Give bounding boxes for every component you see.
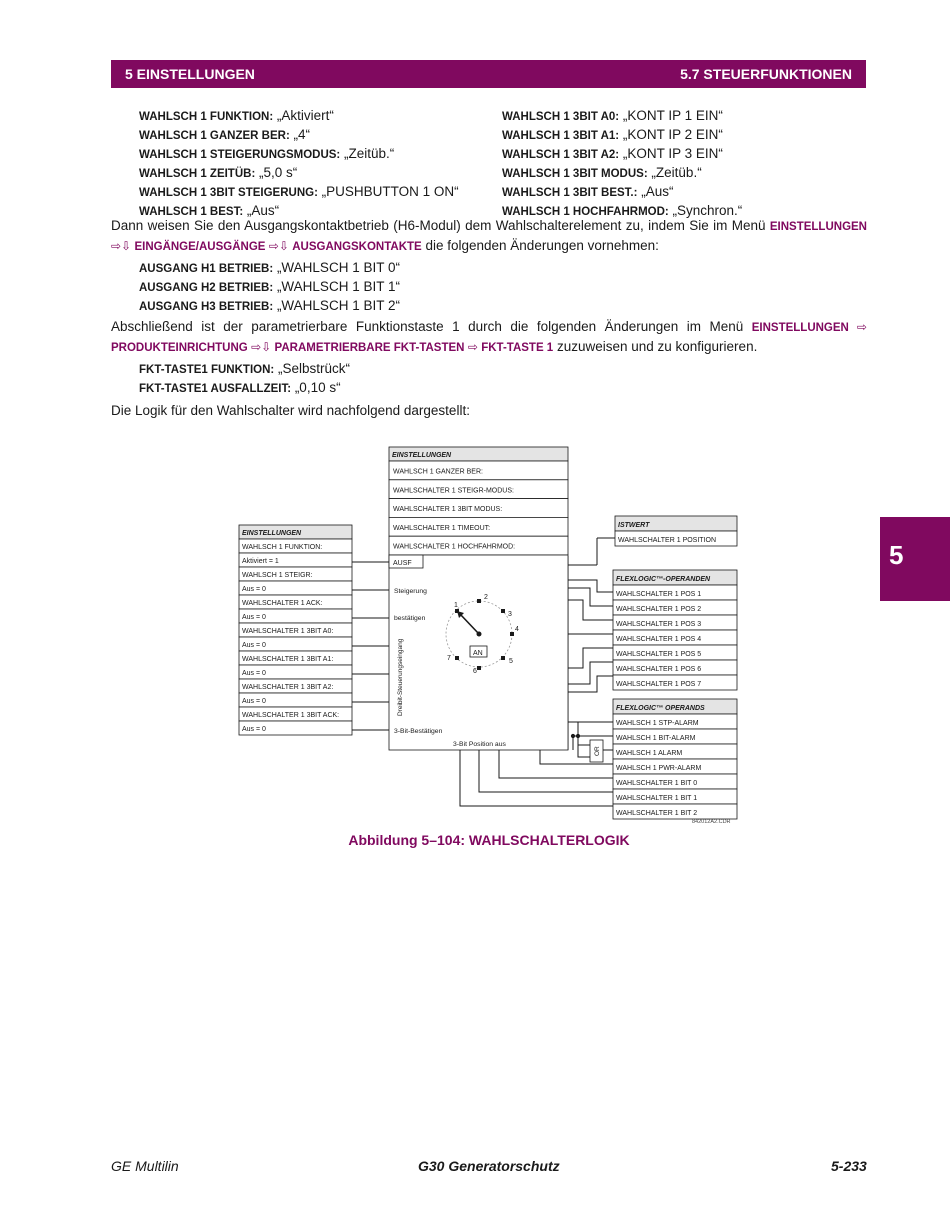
footer-page-number: 5-233 <box>831 1158 867 1174</box>
left-settings-table-row-label: Aus = 0 <box>242 642 266 649</box>
3bit-acknowledge-label: 3-Bit-Bestätigen <box>394 728 443 735</box>
menu-path-einstellungen: EINSTELLUNGEN <box>751 322 849 334</box>
pushbutton-setting-line-value: „0,10 s“ <box>291 380 341 395</box>
pushbutton-setting-line-key: FKT-TASTE1 AUSFALLZEIT: <box>139 383 292 395</box>
switch-position-label: 4 <box>515 626 519 633</box>
left-settings-table-row-label: WAHLSCH 1 STEIGR: <box>242 572 313 579</box>
menu-path-fkt-tasten: PARAMETRIERBARE FKT-TASTEN <box>274 341 465 354</box>
3bit-position-label: 3-Bit Position aus <box>453 741 506 748</box>
switch-position-label: 1 <box>454 602 458 609</box>
setting-line-value: „Aus“ <box>637 184 674 199</box>
para1-text-b: die folgenden Änderungen vornehmen: <box>421 237 659 253</box>
output-setting-line-value: „WAHLSCH 1 BIT 1“ <box>273 279 400 294</box>
flexlogic-operands-table-row-label: WAHLSCHALTER 1 POS 4 <box>616 636 702 643</box>
switch-position-dot <box>501 609 505 613</box>
arrow-icon: ⇨⇩ <box>111 238 135 253</box>
output-setting-line-key: AUSGANG H1 BETRIEB: <box>139 263 274 275</box>
setting-line-value: „Zeitüb.“ <box>340 146 395 161</box>
actual-value-table-title: ISTWERT <box>618 522 650 529</box>
figure-caption: Abbildung 5–104: WAHLSCHALTERLOGIK <box>348 832 630 848</box>
flexlogic-operands-table-2-row-label: WAHLSCH 1 ALARM <box>616 750 683 757</box>
flexlogic-operands-table-2-row-label: WAHLSCHALTER 1 BIT 0 <box>616 780 698 787</box>
output-setting-line-value: „WAHLSCH 1 BIT 2“ <box>273 298 400 313</box>
paragraph-logic-intro: Die Logik für den Wahlschalter wird nachfolgend dargestellt: <box>111 403 470 418</box>
flexlogic-operands-table-row-label: WAHLSCHALTER 1 POS 1 <box>616 591 702 598</box>
switch-position-label: 5 <box>509 658 513 665</box>
para2-text-a: Abschließend ist der parametrierbare Funktionstaste 1 durch die folgenden Änderungen im Menü <box>111 319 752 334</box>
menu-path-einstellungen: EINSTELLUNGEN <box>769 221 867 233</box>
switch-position-dot <box>510 632 514 636</box>
left-settings-table-row-label: WAHLSCHALTER 1 ACK: <box>242 600 323 607</box>
top-settings-row-label: WAHLSCHALTER 1 STEIGR-MODUS: <box>393 487 514 495</box>
left-settings-table-title: EINSTELLUNGEN <box>242 530 302 537</box>
footer-product: G30 Generatorschutz <box>418 1158 560 1174</box>
drawing-code: 842012A2.CDR <box>692 819 731 825</box>
acknowledge-label: bestätigen <box>394 615 426 622</box>
ausf-label: AUSF <box>393 560 412 567</box>
output-setting-line-key: AUSGANG H3 BETRIEB: <box>139 301 274 313</box>
switch-position-label: 7 <box>447 655 451 662</box>
section-title: 5.7 STEUERFUNKTIONEN <box>680 66 852 82</box>
switch-position-label: 6 <box>473 668 477 675</box>
chapter-side-tab-label: 5 <box>889 540 904 570</box>
chapter-title: 5 EINSTELLUNGEN <box>125 66 255 82</box>
arrow-icon: ⇨⇩ <box>247 339 275 354</box>
setting-line-key: WAHLSCH 1 3BIT A2: <box>502 149 620 161</box>
switch-position-label: 3 <box>508 611 512 618</box>
top-settings-row-label: WAHLSCHALTER 1 3BIT MODUS: <box>393 506 503 514</box>
or-input-wire <box>578 736 590 757</box>
an-label: AN <box>473 650 483 657</box>
switch-position-label: 2 <box>484 594 488 601</box>
menu-path-produkteinrichtung: PRODUKTEINRICHTUNG <box>111 341 248 354</box>
flexlogic-operands-table-row-label: WAHLSCHALTER 1 POS 2 <box>616 606 702 613</box>
or-gate-label: OR <box>594 746 601 756</box>
flexlogic-operands-table-2 <box>613 699 737 819</box>
setting-line-value: „PUSHBUTTON 1 ON“ <box>317 184 459 199</box>
setting-line-key: WAHLSCH 1 FUNKTION: <box>139 111 274 123</box>
setting-line-key: WAHLSCH 1 3BIT A1: <box>502 130 620 142</box>
setting-line-key: WAHLSCH 1 STEIGERUNGSMODUS: <box>139 149 341 161</box>
actual-value-table <box>615 516 737 546</box>
junction-dot <box>571 734 574 737</box>
switch-position-dot <box>455 656 459 660</box>
pushbutton-setting-line-value: „Selbstrück“ <box>274 361 351 376</box>
left-settings-table-row-label: WAHLSCHALTER 1 3BIT A2: <box>242 684 334 691</box>
setting-line-value: „4“ <box>289 127 311 142</box>
setting-line-key: WAHLSCH 1 HOCHFAHRMOD: <box>502 206 669 218</box>
setting-line-value: „Zeitüb.“ <box>647 165 702 180</box>
top-settings-table <box>389 447 568 461</box>
setting-line-value: „KONT IP 1 EIN“ <box>619 108 723 123</box>
3bit-control-input-label: Dreibit-Steuerungseingang <box>397 638 404 716</box>
top-settings-row-label: WAHLSCH 1 GANZER BER: <box>393 468 483 476</box>
setting-line-value: „Aus“ <box>243 203 280 218</box>
left-settings-table-row-label: WAHLSCHALTER 1 3BIT A0: <box>242 628 334 635</box>
left-settings-table-row-label: WAHLSCHALTER 1 3BIT A1: <box>242 656 334 663</box>
arrow-icon: ⇨ <box>848 320 867 334</box>
left-settings-table-row-label: WAHLSCH 1 FUNKTION: <box>242 544 323 551</box>
switch-position-dot <box>477 666 481 670</box>
output-setting-line-value: „WAHLSCH 1 BIT 0“ <box>273 260 400 275</box>
flexlogic-operands-table-2-row-label: WAHLSCH 1 BIT-ALARM <box>616 735 696 742</box>
left-settings-table-row-label: WAHLSCHALTER 1 3BIT ACK: <box>242 712 340 719</box>
setting-line-value: „5,0 s“ <box>255 165 298 180</box>
setting-line-value: „Aktiviert“ <box>273 108 334 123</box>
top-settings-row-label: WAHLSCHALTER 1 HOCHFAHRMOD: <box>393 543 516 551</box>
setting-line-key: WAHLSCH 1 ZEITÜB: <box>139 168 256 180</box>
left-settings-table-row-label: Aus = 0 <box>242 586 266 593</box>
flexlogic-operands-table-2-row-label: WAHLSCHALTER 1 BIT 2 <box>616 810 698 817</box>
pushbutton-setting-line-key: FKT-TASTE1 FUNKTION: <box>139 364 275 376</box>
setting-line-key: WAHLSCH 1 3BIT A0: <box>502 111 620 123</box>
flexlogic-operands-table-row-label: WAHLSCHALTER 1 POS 3 <box>616 621 702 628</box>
menu-path-fkt-taste-1: FKT-TASTE 1 <box>481 341 554 354</box>
flexlogic-operands-table-2-row-label: WAHLSCH 1 STP-ALARM <box>616 720 699 727</box>
output-setting-line-key: AUSGANG H2 BETRIEB: <box>139 282 274 294</box>
left-settings-table-row-label: Aus = 0 <box>242 670 266 677</box>
left-settings-table-row-label: Aus = 0 <box>242 698 266 705</box>
or-input-wire <box>578 722 590 745</box>
left-settings-table <box>239 525 352 735</box>
setting-line-key: WAHLSCH 1 3BIT STEIGERUNG: <box>139 187 318 199</box>
increment-label: Steigerung <box>394 588 427 595</box>
setting-line-value: „KONT IP 3 EIN“ <box>619 146 723 161</box>
switch-pivot <box>477 632 482 637</box>
left-settings-table-row-label: Aus = 0 <box>242 614 266 621</box>
setting-line-key: WAHLSCH 1 GANZER BER: <box>139 130 290 142</box>
top-settings-row-label: WAHLSCHALTER 1 TIMEOUT: <box>393 524 491 532</box>
arrow-icon: ⇨ <box>464 339 482 354</box>
actual-value-table-row-label: WAHLSCHALTER 1 POSITION <box>618 537 717 544</box>
menu-path-ausgangskontakte: AUSGANGSKONTAKTE <box>292 240 422 253</box>
flexlogic-operands-table-row-label: WAHLSCHALTER 1 POS 5 <box>616 651 702 658</box>
setting-line-key: WAHLSCH 1 3BIT MODUS: <box>502 168 648 180</box>
menu-path-eingaenge-ausgaenge: EINGÄNGE/AUSGÄNGE <box>134 240 266 253</box>
setting-line-key: WAHLSCH 1 3BIT BEST.: <box>502 187 638 199</box>
setting-line-value: „Synchron.“ <box>668 203 743 218</box>
switch-position-dot <box>501 656 505 660</box>
para2-text-b: zuzuweisen und zu konfigurieren. <box>553 338 758 354</box>
flexlogic-operands-table-2-title: FLEXLOGIC™ OPERANDS <box>616 705 705 712</box>
para1-text-a: Dann weisen Sie den Ausgangskontaktbetrieb (H6-Modul) dem Wahlschalterelement zu, indem Sie im Menü <box>111 218 770 233</box>
setting-line-key: WAHLSCH 1 BEST: <box>139 206 244 218</box>
top-settings-table-title: EINSTELLUNGEN <box>392 452 452 459</box>
flexlogic-operands-table-row-label: WAHLSCHALTER 1 POS 7 <box>616 681 702 688</box>
flexlogic-operands-table <box>613 570 737 690</box>
flexlogic-operands-table-2-row-label: WAHLSCHALTER 1 BIT 1 <box>616 795 698 802</box>
flexlogic-operands-table-title: FLEXLOGIC™-OPERANDEN <box>616 576 711 583</box>
left-settings-table-row-label: Aktiviert = 1 <box>242 558 279 565</box>
flexlogic-operands-table-2-row-label: WAHLSCH 1 PWR-ALARM <box>616 765 702 772</box>
arrow-icon: ⇨⇩ <box>265 238 293 253</box>
switch-position-dot <box>477 599 481 603</box>
setting-line-value: „KONT IP 2 EIN“ <box>619 127 723 142</box>
left-settings-table-row-label: Aus = 0 <box>242 726 266 733</box>
flexlogic-operands-table-row-label: WAHLSCHALTER 1 POS 6 <box>616 666 702 673</box>
footer-company: GE Multilin <box>111 1158 179 1174</box>
